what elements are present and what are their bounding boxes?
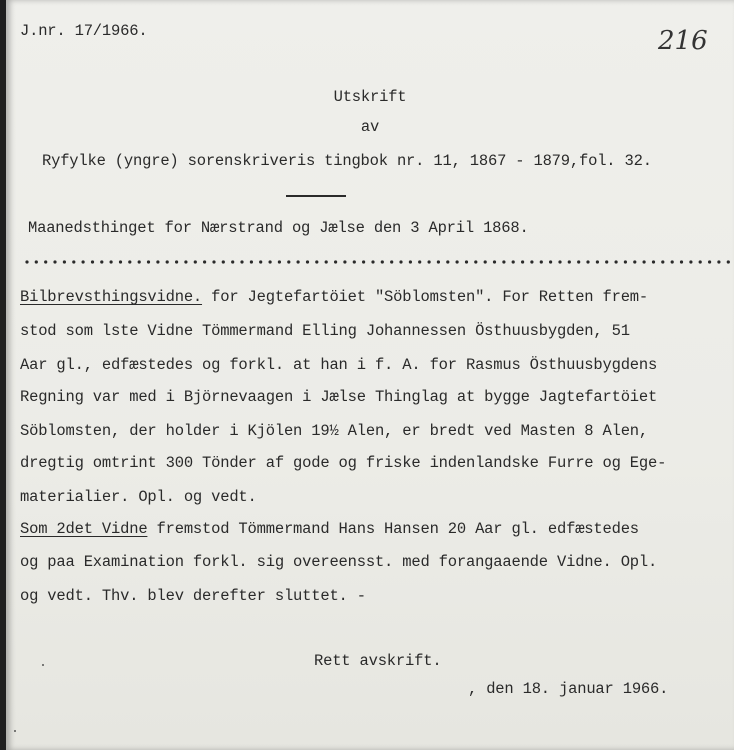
handwritten-page-number: 216 xyxy=(658,26,708,56)
session-line: Maanedsthinget for Nærstrand og Jælse den 3 April 1868. xyxy=(28,219,529,237)
body-line-8: Som 2det Vidne fremstod Tömmermand Hans Hansen 20 Aar gl. edfæstedes xyxy=(20,520,639,538)
body-line-4: Regning var med i Björnevaagen i Jælse Thinglag at bygge Jagtefartöiet xyxy=(20,388,658,406)
journal-number: J.nr. 17/1966. xyxy=(20,22,148,40)
paper-speck xyxy=(42,664,44,666)
body-line-9: og paa Examination forkl. sig overeensst. med forangaaende Vidne. Opl. xyxy=(20,553,658,571)
paper-speck xyxy=(14,730,16,732)
title-source: Ryfylke (yngre) sorenskriveris tingbok nr. 11, 1867 - 1879,fol. 32. xyxy=(42,152,652,170)
body-line-10: og vedt. Thv. blev derefter sluttet. - xyxy=(20,587,366,605)
bilbrev-heading: Bilbrevsthingsvidne. xyxy=(20,288,203,306)
second-witness-heading: Som 2det Vidne xyxy=(20,520,148,538)
title-av: av xyxy=(360,118,380,136)
body-line-5: Söblomsten, der holder i Kjölen 19½ Alen, er bredt ved Masten 8 Alen, xyxy=(20,422,649,440)
body-line-3: Aar gl., edfæstedes og forkl. at han i f. A. for Rasmus Östhuusbygdens xyxy=(20,356,658,374)
body-line-1: Bilbrevsthingsvidne. for Jegtefartöiet "Söblomsten". For Retten frem- xyxy=(20,288,649,306)
dotted-separator xyxy=(24,257,732,267)
separator-rule xyxy=(286,195,346,197)
certification-text: Rett avskrift. xyxy=(314,652,442,670)
footer-date: , den 18. januar 1966. xyxy=(468,680,669,698)
body-line-2: stod som lste Vidne Tömmermand Elling Johannessen Östhuusbygden, 51 xyxy=(20,322,630,340)
title-utskrift: Utskrift xyxy=(333,88,407,106)
body-line-7: materialier. Opl. og vedt. xyxy=(20,488,257,506)
body-line-6: dregtig omtrint 300 Tönder af gode og friske indenlandske Furre og Ege- xyxy=(20,454,667,472)
document-page xyxy=(6,0,734,750)
